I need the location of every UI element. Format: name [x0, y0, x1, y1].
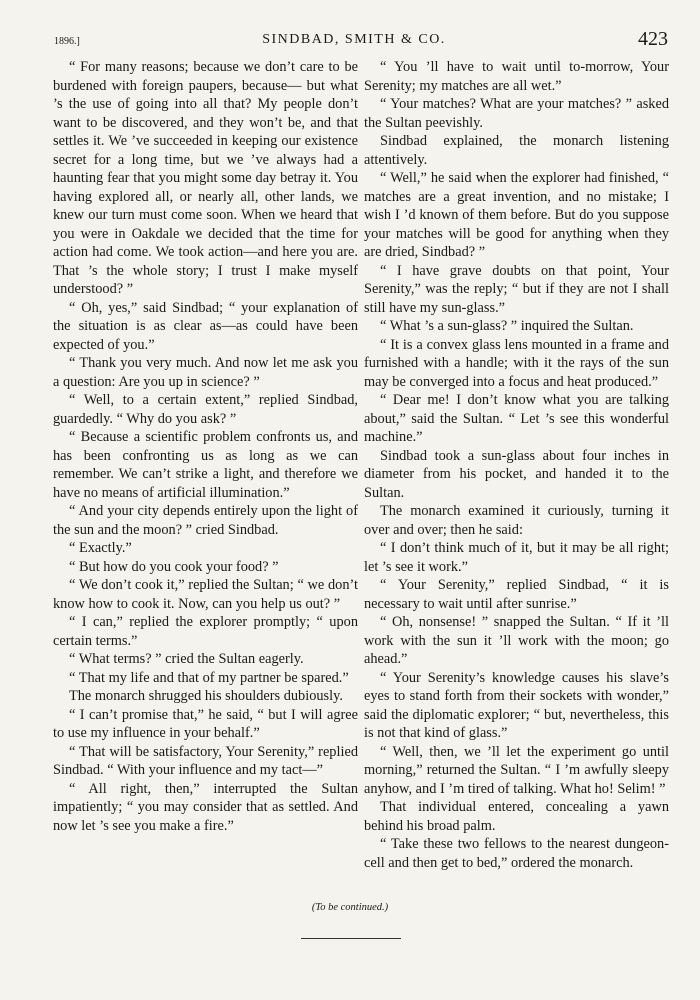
- paragraph: “ Because a scientific problem confronts us, and has been confronting us as long as we can remember. We can’t strike a light, and therefore we have no means of artificial illumination.”: [53, 429, 358, 501]
- paragraph: “ Exactly.”: [69, 540, 132, 556]
- paragraph: “ I can,” replied the explorer promptly; “ upon certain terms.”: [53, 614, 358, 649]
- paragraph: Sindbad explained, the monarch listening attentively.: [364, 133, 669, 168]
- paragraph: “ Oh, nonsense! ” snapped the Sultan. “ If it ’ll work with the sun it ’ll work with the moon; go ahead.”: [364, 614, 669, 667]
- page-number: 423: [638, 28, 668, 50]
- footer-divider: [301, 938, 401, 939]
- paragraph: “ I have grave doubts on that point, Your Serenity,” was the reply; “ but if they are not I shall still have my sun-glass.”: [364, 262, 669, 316]
- running-header: [38, 28, 670, 58]
- paragraph: The monarch examined it curiously, turning it over and over; then he said:: [364, 503, 669, 538]
- paragraph: “ But how do you cook your food? ”: [69, 558, 279, 575]
- paragraph: “ Oh, yes,” said Sindbad; “ your explanation of the situation is as clear as—as could have been expected of you.”: [53, 299, 358, 353]
- paragraph: “ And your city depends entirely upon the light of the sun and the moon? ” cried Sindbad.: [53, 503, 358, 538]
- paragraph: “ Thank you very much. And now let me ask you a question: Are you up in science? ”: [53, 355, 358, 390]
- left-column: [53, 58, 358, 835]
- paragraph: That individual entered, concealing a yawn behind his broad palm.: [364, 799, 669, 834]
- paragraph: “ Dear me! I don’t know what you are talking about,” said the Sultan. “ Let ’s see this wonderful machine.”: [364, 392, 669, 445]
- header-title: SINDBAD, SMITH & CO.: [262, 32, 446, 47]
- to-be-continued-note: (To be continued.): [311, 902, 389, 913]
- paragraph: “ It is a convex glass lens mounted in a frame and furnished with a handle; with it the rays of the sun may be converged into a focus and heat produced.”: [364, 336, 669, 390]
- paragraph: “ We don’t cook it,” replied the Sultan; “ we don’t know how to cook it. Now, can you help us out? ”: [53, 577, 358, 612]
- paragraph: “ I don’t think much of it, but it may be all right; let ’s see it work.”: [364, 540, 669, 575]
- paragraph: “ Your matches? What are your matches? ” asked the Sultan peevishly.: [364, 96, 669, 131]
- header-year: 1896.]: [54, 36, 80, 47]
- paragraph: “ Take these two fellows to the nearest dungeon-cell and then get to bed,” ordered the monarch.: [364, 836, 669, 871]
- paragraph: Sindbad took a sun-glass about four inches in diameter from his pocket, and handed it to the Sultan.: [364, 447, 669, 501]
- paragraph: “ For many reasons; because we don’t care to be burdened with foreign paupers, because— but what ’s the use of going into all that? My people don’t want to be discovered, and they won’t be, and that settles it. We ’ve succeeded in keeping our existence secret for a long time, but we ’ve always had a haunting fear that you might some day betray it. You having explored all, or nearly all, other lands, we knew our turn must come soon. When we heard that you were in Oakdale we decided that the time for action had come. We took action—and here you are. That ’s the whole story; I trust I make myself understood? ”: [53, 59, 358, 297]
- right-column: [364, 58, 669, 872]
- paragraph: “ That my life and that of my partner be spared.”: [69, 669, 349, 686]
- paragraph: “ Your Serenity,” replied Sindbad, “ it is necessary to wait until after sunrise.”: [364, 577, 669, 612]
- paragraph: The monarch shrugged his shoulders dubiously.: [69, 688, 343, 704]
- paragraph: “ What terms? ” cried the Sultan eagerly.: [69, 651, 304, 667]
- paragraph: “ Well, to a certain extent,” replied Sindbad, guardedly. “ Why do you ask? ”: [53, 392, 358, 427]
- paragraph: “ What ’s a sun-glass? ” inquired the Sultan.: [380, 318, 634, 334]
- paragraph: “ All right, then,” interrupted the Sultan impatiently; “ you may consider that as settled. And now let ’s see you make a fire.”: [53, 780, 358, 834]
- paragraph: “ I can’t promise that,” he said, “ but I will agree to use my influence in your behalf.”: [53, 706, 358, 741]
- paragraph: “ You ’ll have to wait until to-morrow, Your Serenity; my matches are all wet.”: [364, 59, 669, 94]
- paragraph: “ That will be satisfactory, Your Serenity,” replied Sindbad. “ With your influence and my tact—”: [53, 743, 358, 778]
- paragraph: “ Well, then, we ’ll let the experiment go until morning,” returned the Sultan. “ I ’m awfully sleepy anyhow, and I ’m tired of talking. What ho! Selim! ”: [364, 743, 669, 797]
- paragraph: “ Your Serenity’s knowledge causes his slave’s eyes to stand forth from their sockets with wonder,” said the diplomatic explorer; “ but, nevertheless, this is not that kind of glass.”: [364, 669, 669, 741]
- paragraph: “ Well,” he said when the explorer had finished, “ matches are a great invention, and no mistake; I wish I ’d known of them before. But do you suppose your matches will be good for anything when they are dried, Sindbad? ”: [364, 170, 669, 260]
